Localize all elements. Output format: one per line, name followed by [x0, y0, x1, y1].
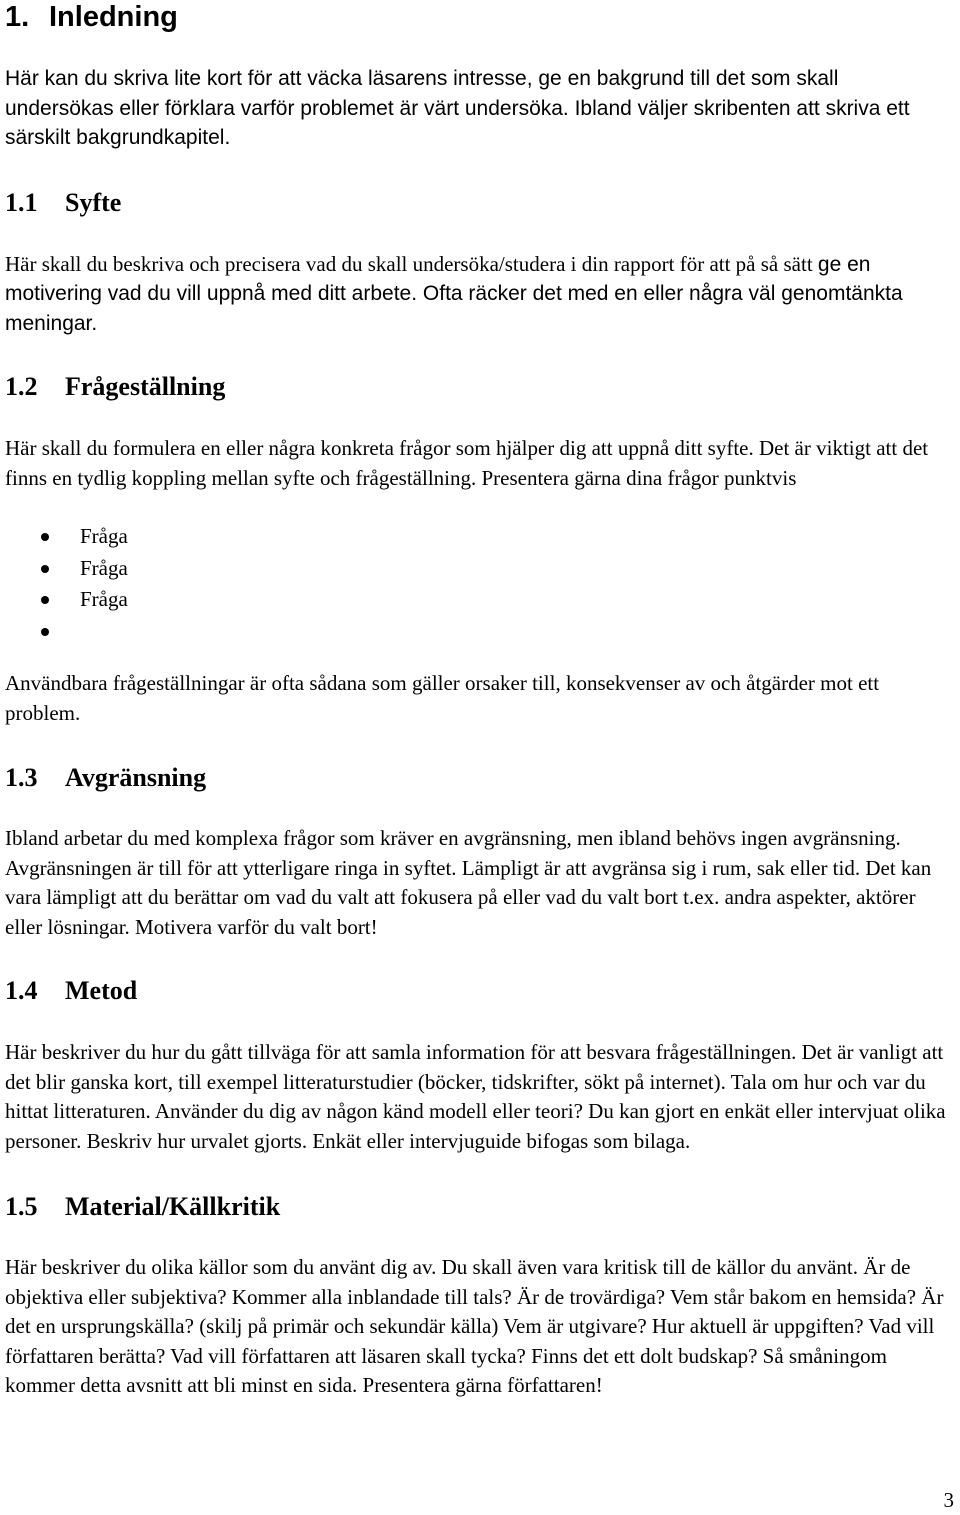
section-number: 1.5 — [5, 1192, 38, 1221]
section-number: 1.1 — [5, 187, 38, 217]
section-title: Syfte — [65, 187, 122, 217]
bullet-icon — [41, 533, 49, 541]
section-heading-material — [5, 1191, 957, 1223]
section-heading-fragestallning — [5, 371, 957, 403]
section-number: 1.3 — [5, 763, 38, 792]
intro-paragraph: Här kan du skriva lite kort för att väcka läsarens intresse, ge en bakgrund till det som skall undersökas eller förklara varför problemet är värt undersöka. Ibland väljer skribenten att skriva ett särskilt bakgrundkapitel. — [5, 67, 910, 149]
fragestallning-paragraph: Här skall du formulera en eller några konkreta frågor som hjälper dig att uppnå ditt syfte. Det är viktigt att det finns en tydlig koppling mellan syfte och frågeställning. Presentera gärna dina frågor punktvis — [5, 436, 929, 490]
document-page — [5, 0, 957, 1401]
list-item — [5, 584, 957, 616]
syfte-text-sans: ge en motivering vad du vill uppnå med ditt arbete. Ofta räcker det med en eller några väl genomtänkta meningar. — [5, 252, 903, 335]
question-list — [5, 521, 957, 647]
syfte-paragraph — [5, 250, 957, 339]
list-item-text: Fråga — [80, 555, 128, 580]
bullet-icon — [41, 565, 49, 573]
bullet-icon — [41, 596, 49, 604]
chapter-number: 1. — [5, 1, 30, 33]
fragestallning-note: Användbara frågeställningar är ofta sådana som gäller orsaker till, konsekvenser av och åtgärder mot ett problem. — [5, 671, 880, 725]
material-paragraph: Här beskriver du olika källor som du använt dig av. Du skall även vara kritisk till de källor du använt. Är de objektiva eller subjektiva? Kommer alla inblandade till tals? Är de trovärdiga? Vem står bakom en hemsida? Är det en ursprungskälla? (skilj på primär och sekundär källa) Vem är utgivare? Hur aktuell är uppgiften? Vad vill författaren berätta? Vad vill författaren att läsaren skall tycka? Finns det ett dolt budskap? Så småningom kommer detta avsnitt att bli minst en sida. Presentera gärna författaren! — [5, 1255, 944, 1397]
syfte-text-serif: Här skall du beskriva och precisera vad du skall undersöka/studera i din rapport för att på så sätt — [5, 251, 818, 276]
section-title: Material/Källkritik — [65, 1192, 281, 1221]
section-title: Metod — [65, 976, 138, 1005]
avgransning-paragraph: Ibland arbetar du med komplexa frågor som kräver en avgränsning, men ibland behövs ingen avgränsning. Avgränsningen är till för att ytterligare ringa in syftet. Lämpligt är att avgränsa sig i rum, sak eller tid. Det kan vara lämpligt att du berättar om vad du valt att fokusera på eller vad du valt bort t.ex. andra aspekter, aktörer eller lösningar. Motivera varför du valt bort! — [5, 826, 932, 939]
section-number: 1.2 — [5, 372, 38, 401]
page-number: 3 — [943, 1488, 954, 1512]
section-heading-syfte — [5, 187, 957, 219]
bullet-icon — [41, 628, 49, 636]
metod-paragraph: Här beskriver du hur du gått tillväga för att samla information för att besvara frågeställningen. Det är vanligt att det blir ganska kort, till exempel litteraturstudier (böcker, tidskrifter, sökt på internet). Tala om hur och var du hittat litteraturen. Använder du dig av någon känd modell eller teori? Du kan gjort en enkät eller intervjuat olika personer. Beskriv hur urvalet gjorts. Enkät eller intervjuguide bifogas som bilaga. — [5, 1040, 946, 1153]
section-number: 1.4 — [5, 976, 38, 1005]
section-heading-metod — [5, 975, 957, 1007]
section-heading-avgransning — [5, 762, 957, 794]
list-item-text: Fråga — [80, 587, 128, 611]
list-item — [5, 521, 957, 553]
chapter-title: Inledning — [49, 1, 178, 33]
list-item — [5, 553, 957, 585]
section-title: Frågeställning — [65, 372, 226, 401]
chapter-heading — [5, 0, 957, 34]
section-title: Avgränsning — [65, 763, 207, 792]
list-item-text: Fråga — [80, 524, 128, 548]
list-item — [5, 616, 957, 648]
